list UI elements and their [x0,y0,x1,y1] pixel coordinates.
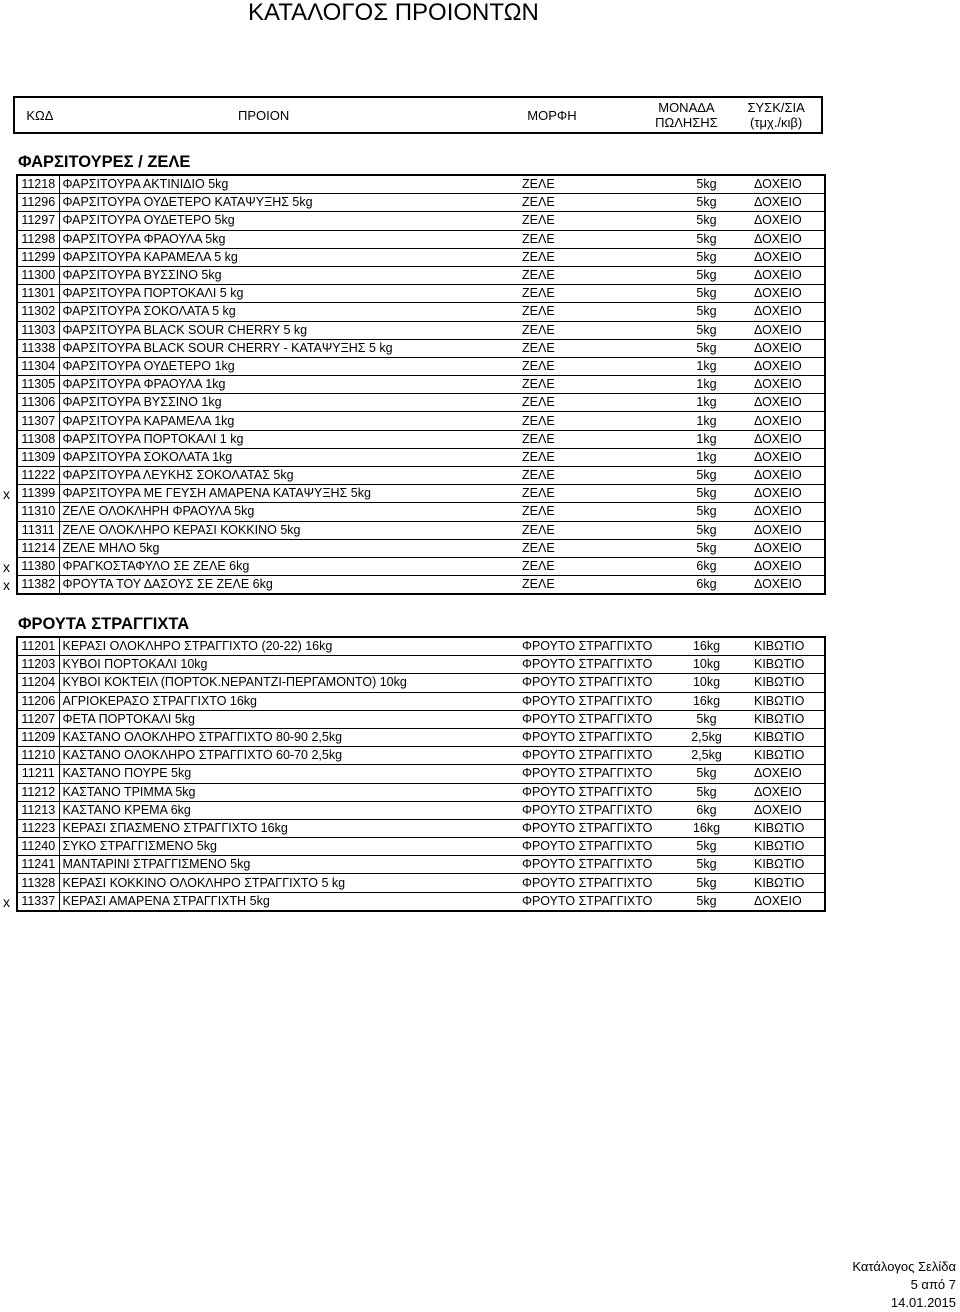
cell-form: ΖΕΛΕ [519,503,669,521]
cell-code: 11301 [17,285,59,303]
cell-product: ΦΑΡΣΙΤΟΥΡΑ BLACK SOUR CHERRY 5 kg [59,321,519,339]
cell-product: ΦΑΡΣΙΤΟΥΡΑ ΣΟΚΟΛΑΤΑ 1kg [59,448,519,466]
cell-pack: ΔΟΧΕΙΟ [744,521,825,539]
cell-product: ΖΕΛΕ ΟΛΟΚΛΗΡΗ ΦΡΑΟΥΛΑ 5kg [59,503,519,521]
cell-product: ΦΡΑΓΚΟΣΤΑΦΥΛΟ ΣΕ ΖΕΛΕ 6kg [59,557,519,575]
cell-form: ΖΕΛΕ [519,485,669,503]
table-row [17,838,825,856]
cell-unit: 5kg [669,892,744,911]
section-title-fillings: ΦΑΡΣΙΤΟΥΡΕΣ / ΖΕΛΕ [18,153,191,171]
cell-product: ΦΑΡΣΙΤΟΥΡΑ ΦΡΑΟΥΛΑ 1kg [59,376,519,394]
cell-pack: ΚΙΒΩΤΙΟ [744,728,825,746]
cell-unit: 5kg [669,467,744,485]
cell-unit: 5kg [669,194,744,212]
cell-code: 11212 [17,783,59,801]
table-row [17,765,825,783]
cell-code: 11298 [17,230,59,248]
cell-pack: ΔΟΧΕΙΟ [744,321,825,339]
cell-product: ΦΑΡΣΙΤΟΥΡΑ ΚΑΡΑΜΕΛΑ 1kg [59,412,519,430]
cell-unit: 5kg [669,248,744,266]
cell-unit: 10kg [669,674,744,692]
cell-product: ΑΓΡΙΟΚΕΡΑΣΟ ΣΤΡΑΓΓΙΧΤΟ 16kg [59,692,519,710]
cell-form: ΖΕΛΕ [519,303,669,321]
cell-code: 11309 [17,448,59,466]
cell-product: ΦΑΡΣΙΤΟΥΡΑ ΜΕ ΓΕΥΣΗ ΑΜΑΡΕΝΑ ΚΑΤΑΨΥΞΗΣ 5kg [59,485,519,503]
header-unit-line2: ΠΩΛΗΣΗΣ [655,115,718,130]
cell-form: ΖΕΛΕ [519,576,669,595]
cell-form: ΖΕΛΕ [519,194,669,212]
cell-form: ΦΡΟΥΤΟ ΣΤΡΑΓΓΙΧΤΟ [519,765,669,783]
cell-code: 11207 [17,710,59,728]
cell-form: ΦΡΟΥΤΟ ΣΤΡΑΓΓΙΧΤΟ [519,747,669,765]
cell-unit: 16kg [669,819,744,837]
table-row [17,412,825,430]
cell-code: 11210 [17,747,59,765]
table-row [17,230,825,248]
table-row [17,656,825,674]
cell-code: 11380 [17,557,59,575]
cell-form: ΦΡΟΥΤΟ ΣΤΡΑΓΓΙΧΤΟ [519,892,669,911]
row-mark: x [3,559,10,576]
cell-pack: ΔΟΧΕΙΟ [744,503,825,521]
table-row [17,430,825,448]
cell-unit: 1kg [669,357,744,375]
page-footer [852,1258,956,1312]
table-row [17,557,825,575]
cell-product: ΦΑΡΣΙΤΟΥΡΑ ΒΥΣΣΙΝΟ 1kg [59,394,519,412]
cell-unit: 5kg [669,539,744,557]
cell-form: ΦΡΟΥΤΟ ΣΤΡΑΓΓΙΧΤΟ [519,783,669,801]
cell-unit: 1kg [669,430,744,448]
cell-pack: ΔΟΧΕΙΟ [744,266,825,284]
cell-unit: 5kg [669,303,744,321]
cell-pack: ΔΟΧΕΙΟ [744,783,825,801]
cell-code: 11213 [17,801,59,819]
table-row [17,248,825,266]
cell-unit: 2,5kg [669,728,744,746]
cell-form: ΦΡΟΥΤΟ ΣΤΡΑΓΓΙΧΤΟ [519,801,669,819]
cell-code: 11305 [17,376,59,394]
cell-product: ΚΑΣΤΑΝΟ ΟΛΟΚΛΗΡΟ ΣΤΡΑΓΓΙΧΤΟ 60-70 2,5kg [59,747,519,765]
header-pack-line1: ΣΥΣΚ/ΣΙΑ [747,100,805,115]
cell-product: ΦΑΡΣΙΤΟΥΡΑ ΟΥΔΕΤΕΡΟ ΚΑΤΑΨΥΞΗΣ 5kg [59,194,519,212]
cell-code: 11222 [17,467,59,485]
cell-form: ΦΡΟΥΤΟ ΣΤΡΑΓΓΙΧΤΟ [519,656,669,674]
header-unit [642,97,732,133]
cell-code: 11214 [17,539,59,557]
cell-product: ΦΑΡΣΙΤΟΥΡΑ ΑΚΤΙΝΙΔΙΟ 5kg [59,175,519,194]
footer-date: 14.01.2015 [890,1295,956,1310]
cell-unit: 10kg [669,656,744,674]
cell-form: ΖΕΛΕ [519,557,669,575]
cell-pack: ΔΟΧΕΙΟ [744,230,825,248]
cell-code: 11307 [17,412,59,430]
cell-pack: ΔΟΧΕΙΟ [744,448,825,466]
cell-pack: ΔΟΧΕΙΟ [744,357,825,375]
cell-code: 11299 [17,248,59,266]
cell-code: 11303 [17,321,59,339]
cell-pack: ΔΟΧΕΙΟ [744,539,825,557]
cell-unit: 5kg [669,175,744,194]
cell-product: ΦΡΟΥΤΑ ΤΟΥ ΔΑΣΟΥΣ ΣΕ ΖΕΛΕ 6kg [59,576,519,595]
cell-form: ΦΡΟΥΤΟ ΣΤΡΑΓΓΙΧΤΟ [519,637,669,656]
cell-unit: 5kg [669,321,744,339]
cell-pack: ΔΟΧΕΙΟ [744,412,825,430]
table-row [17,856,825,874]
cell-code: 11206 [17,692,59,710]
cell-product: ΚΕΡΑΣΙ ΟΛΟΚΛΗΡΟ ΣΤΡΑΓΓΙΧΤΟ (20-22) 16kg [59,637,519,656]
table-row [17,303,825,321]
cell-unit: 5kg [669,503,744,521]
cell-unit: 5kg [669,783,744,801]
cell-unit: 5kg [669,485,744,503]
cell-code: 11304 [17,357,59,375]
section-title-candied-fruit: ΦΡΟΥΤΑ ΣΤΡΑΓΓΙΧΤΑ [18,615,190,633]
cell-form: ΖΕΛΕ [519,285,669,303]
cell-form: ΖΕΛΕ [519,448,669,466]
cell-code: 11296 [17,194,59,212]
column-header [13,96,823,134]
candied-fruit-table [16,636,826,912]
cell-pack: ΚΙΒΩΤΙΟ [744,692,825,710]
table-row [17,674,825,692]
cell-pack: ΚΙΒΩΤΙΟ [744,710,825,728]
cell-product: ΚΥΒΟΙ ΚΟΚΤΕΙΛ (ΠΟΡΤΟΚ.ΝΕΡΑΝΤΖΙ-ΠΕΡΓΑΜΟΝΤΟ) 10kg [59,674,519,692]
cell-code: 11382 [17,576,59,595]
table-row [17,357,825,375]
cell-code: 11337 [17,892,59,911]
cell-pack: ΔΟΧΕΙΟ [744,303,825,321]
cell-form: ΖΕΛΕ [519,248,669,266]
cell-unit: 6kg [669,801,744,819]
table-row [17,521,825,539]
cell-code: 11297 [17,212,59,230]
cell-form: ΖΕΛΕ [519,339,669,357]
cell-form: ΖΕΛΕ [519,230,669,248]
table-row [17,801,825,819]
cell-unit: 5kg [669,230,744,248]
cell-product: ΣΥΚΟ ΣΤΡΑΓΓΙΣΜΕΝΟ 5kg [59,838,519,856]
cell-code: 11308 [17,430,59,448]
cell-pack: ΔΟΧΕΙΟ [744,285,825,303]
cell-form: ΦΡΟΥΤΟ ΣΤΡΑΓΓΙΧΤΟ [519,710,669,728]
cell-form: ΖΕΛΕ [519,212,669,230]
page-title: ΚΑΤΑΛΟΓΟΣ ΠΡΟΙΟΝΤΩΝ [248,0,539,26]
cell-code: 11399 [17,485,59,503]
cell-unit: 1kg [669,376,744,394]
cell-unit: 5kg [669,285,744,303]
cell-product: ΚΕΡΑΣΙ ΑΜΑΡΕΝΑ ΣΤΡΑΓΓΙΧΤΗ 5kg [59,892,519,911]
table-row [17,266,825,284]
header-pack-line2: (τμχ./κιβ) [750,115,803,130]
cell-form: ΖΕΛΕ [519,376,669,394]
cell-product: ΚΑΣΤΑΝΟ ΟΛΟΚΛΗΡΟ ΣΤΡΑΓΓΙΧΤΟ 80-90 2,5kg [59,728,519,746]
cell-form: ΖΕΛΕ [519,394,669,412]
cell-product: ΦΑΡΣΙΤΟΥΡΑ ΠΟΡΤΟΚΑΛΙ 1 kg [59,430,519,448]
cell-pack: ΔΟΧΕΙΟ [744,576,825,595]
cell-unit: 5kg [669,856,744,874]
cell-pack: ΚΙΒΩΤΙΟ [744,674,825,692]
cell-code: 11311 [17,521,59,539]
cell-pack: ΔΟΧΕΙΟ [744,194,825,212]
cell-pack: ΔΟΧΕΙΟ [744,430,825,448]
cell-product: ΦΑΡΣΙΤΟΥΡΑ ΦΡΑΟΥΛΑ 5kg [59,230,519,248]
cell-pack: ΔΟΧΕΙΟ [744,765,825,783]
cell-pack: ΔΟΧΕΙΟ [744,175,825,194]
cell-unit: 5kg [669,212,744,230]
cell-form: ΖΕΛΕ [519,430,669,448]
cell-unit: 1kg [669,394,744,412]
cell-product: ΦΑΡΣΙΤΟΥΡΑ ΟΥΔΕΤΕΡΟ 1kg [59,357,519,375]
cell-code: 11204 [17,674,59,692]
cell-form: ΦΡΟΥΤΟ ΣΤΡΑΓΓΙΧΤΟ [519,838,669,856]
cell-product: ΦΑΡΣΙΤΟΥΡΑ ΒΥΣΣΙΝΟ 5kg [59,266,519,284]
header-pack [731,97,822,133]
cell-product: ΦΑΡΣΙΤΟΥΡΑ ΟΥΔΕΤΕΡΟ 5kg [59,212,519,230]
table-row [17,376,825,394]
cell-unit: 5kg [669,339,744,357]
cell-pack: ΔΟΧΕΙΟ [744,376,825,394]
cell-pack: ΚΙΒΩΤΙΟ [744,747,825,765]
cell-form: ΦΡΟΥΤΟ ΣΤΡΑΓΓΙΧΤΟ [519,819,669,837]
cell-product: ΦΕΤΑ ΠΟΡΤΟΚΑΛΙ 5kg [59,710,519,728]
table-row [17,728,825,746]
cell-form: ΖΕΛΕ [519,539,669,557]
cell-form: ΖΕΛΕ [519,321,669,339]
cell-pack: ΚΙΒΩΤΙΟ [744,656,825,674]
table-row [17,339,825,357]
cell-pack: ΔΟΧΕΙΟ [744,394,825,412]
cell-product: ΦΑΡΣΙΤΟΥΡΑ ΛΕΥΚΗΣ ΣΟΚΟΛΑΤΑΣ 5kg [59,467,519,485]
header-code: ΚΩΔ [26,107,54,123]
table-row [17,576,825,595]
cell-form: ΦΡΟΥΤΟ ΣΤΡΑΓΓΙΧΤΟ [519,874,669,892]
table-row [17,874,825,892]
table-row [17,485,825,503]
table-row [17,892,825,911]
cell-product: ΖΕΛΕ ΟΛΟΚΛΗΡΟ ΚΕΡΑΣΙ ΚΟΚΚΙΝΟ 5kg [59,521,519,539]
cell-unit: 5kg [669,765,744,783]
row-mark: x [3,486,10,503]
table-row [17,819,825,837]
table-row [17,783,825,801]
cell-pack: ΔΟΧΕΙΟ [744,339,825,357]
cell-product: ΜΑΝΤΑΡΙΝΙ ΣΤΡΑΓΓΙΣΜΕΝΟ 5kg [59,856,519,874]
table-row [17,637,825,656]
table-row [17,194,825,212]
cell-unit: 16kg [669,692,744,710]
cell-code: 11201 [17,637,59,656]
cell-pack: ΔΟΧΕΙΟ [744,467,825,485]
cell-unit: 5kg [669,874,744,892]
table-row [17,394,825,412]
cell-code: 11306 [17,394,59,412]
table-row [17,448,825,466]
cell-form: ΦΡΟΥΤΟ ΣΤΡΑΓΓΙΧΤΟ [519,674,669,692]
table-row [17,212,825,230]
footer-catalog-page: Κατάλογος Σελίδα [852,1259,956,1274]
table-row [17,321,825,339]
cell-form: ΖΕΛΕ [519,266,669,284]
cell-pack: ΚΙΒΩΤΙΟ [744,856,825,874]
cell-unit: 2,5kg [669,747,744,765]
cell-pack: ΚΙΒΩΤΙΟ [744,637,825,656]
cell-unit: 6kg [669,576,744,595]
cell-form: ΦΡΟΥΤΟ ΣΤΡΑΓΓΙΧΤΟ [519,692,669,710]
cell-product: ΚΕΡΑΣΙ ΚΟΚΚΙΝΟ ΟΛΟΚΛΗΡΟ ΣΤΡΑΓΓΙΧΤΟ 5 kg [59,874,519,892]
fillings-table [16,174,826,595]
cell-code: 11300 [17,266,59,284]
table-row [17,710,825,728]
header-form: ΜΟΡΦΗ [527,107,577,123]
cell-code: 11209 [17,728,59,746]
table-row [17,539,825,557]
cell-code: 11218 [17,175,59,194]
cell-unit: 5kg [669,838,744,856]
cell-product: ΚΥΒΟΙ ΠΟΡΤΟΚΑΛΙ 10kg [59,656,519,674]
cell-pack: ΚΙΒΩΤΙΟ [744,874,825,892]
footer-page-number: 5 από 7 [910,1277,956,1292]
table-row [17,503,825,521]
cell-product: ΖΕΛΕ ΜΗΛΟ 5kg [59,539,519,557]
cell-form: ΦΡΟΥΤΟ ΣΤΡΑΓΓΙΧΤΟ [519,728,669,746]
cell-unit: 5kg [669,521,744,539]
cell-form: ΖΕΛΕ [519,357,669,375]
cell-product: ΦΑΡΣΙΤΟΥΡΑ ΣΟΚΟΛΑΤΑ 5 kg [59,303,519,321]
cell-unit: 5kg [669,710,744,728]
cell-unit: 5kg [669,266,744,284]
cell-pack: ΔΟΧΕΙΟ [744,801,825,819]
cell-unit: 1kg [669,412,744,430]
cell-code: 11240 [17,838,59,856]
cell-pack: ΔΟΧΕΙΟ [744,212,825,230]
cell-product: ΚΑΣΤΑΝΟ ΤΡΙΜΜΑ 5kg [59,783,519,801]
cell-code: 11328 [17,874,59,892]
cell-form: ΖΕΛΕ [519,467,669,485]
row-mark: x [3,893,10,910]
cell-product: ΚΑΣΤΑΝΟ ΚΡΕΜΑ 6kg [59,801,519,819]
table-row [17,175,825,194]
table-row [17,285,825,303]
cell-pack: ΔΟΧΕΙΟ [744,248,825,266]
cell-product: ΦΑΡΣΙΤΟΥΡΑ ΠΟΡΤΟΚΑΛΙ 5 kg [59,285,519,303]
cell-code: 11338 [17,339,59,357]
cell-product: ΦΑΡΣΙΤΟΥΡΑ BLACK SOUR CHERRY - ΚΑΤΑΨΥΞΗΣ 5 kg [59,339,519,357]
table-row [17,692,825,710]
cell-pack: ΚΙΒΩΤΙΟ [744,838,825,856]
cell-code: 11211 [17,765,59,783]
cell-product: ΚΑΣΤΑΝΟ ΠΟΥΡΕ 5kg [59,765,519,783]
cell-form: ΖΕΛΕ [519,175,669,194]
cell-form: ΦΡΟΥΤΟ ΣΤΡΑΓΓΙΧΤΟ [519,856,669,874]
cell-pack: ΔΟΧΕΙΟ [744,557,825,575]
table-row [17,747,825,765]
cell-product: ΦΑΡΣΙΤΟΥΡΑ ΚΑΡΑΜΕΛΑ 5 kg [59,248,519,266]
row-mark: x [3,577,10,594]
cell-code: 11310 [17,503,59,521]
cell-form: ΖΕΛΕ [519,521,669,539]
cell-code: 11302 [17,303,59,321]
cell-code: 11203 [17,656,59,674]
cell-code: 11223 [17,819,59,837]
header-product: ΠΡΟΙΟΝ [237,107,290,123]
cell-pack: ΔΟΧΕΙΟ [744,892,825,911]
cell-code: 11241 [17,856,59,874]
cell-unit: 1kg [669,448,744,466]
cell-pack: ΚΙΒΩΤΙΟ [744,819,825,837]
header-unit-line1: ΜΟΝΑΔΑ [658,100,715,115]
cell-pack: ΔΟΧΕΙΟ [744,485,825,503]
cell-product: ΚΕΡΑΣΙ ΣΠΑΣΜΕΝΟ ΣΤΡΑΓΓΙΧΤΟ 16kg [59,819,519,837]
cell-unit: 16kg [669,637,744,656]
table-row [17,467,825,485]
cell-form: ΖΕΛΕ [519,412,669,430]
cell-unit: 6kg [669,557,744,575]
